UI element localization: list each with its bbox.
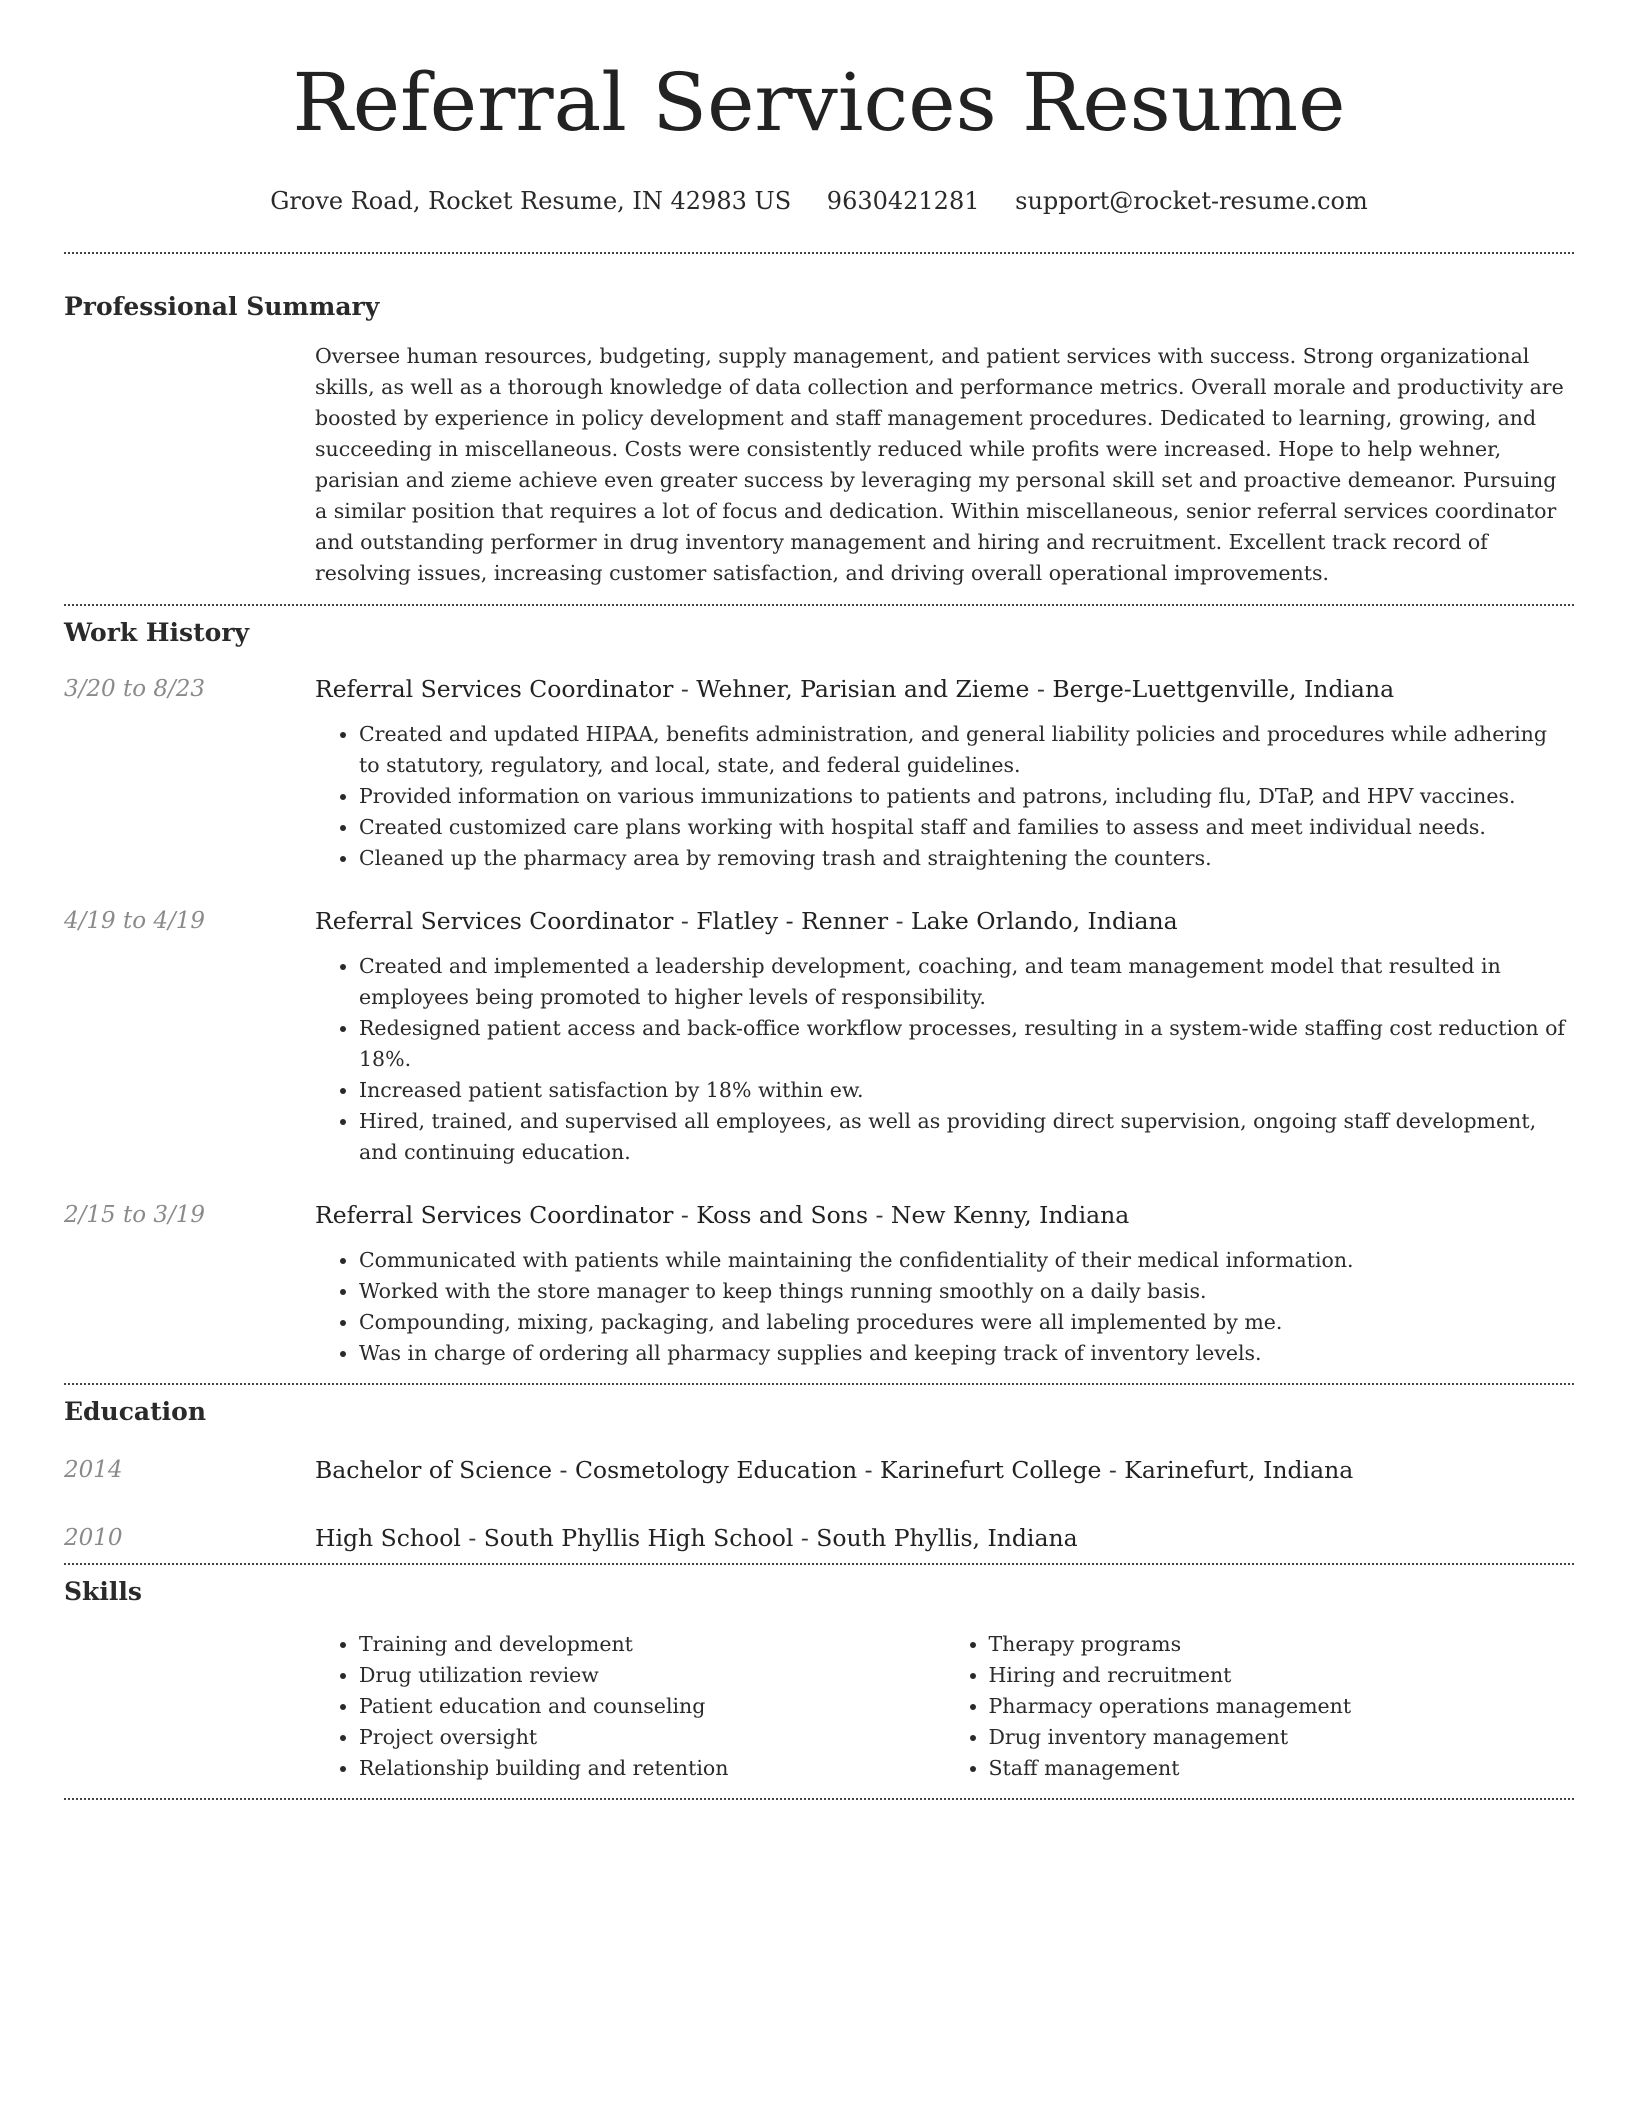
education-entry [64,1453,1574,1487]
skill-item: • Therapy programs [989,1629,1575,1660]
job-location: Lake Orlando, Indiana [911,907,1178,935]
education-location: South Phyllis, Indiana [816,1524,1078,1552]
job-bullet: • Communicated with patients while maintaining the confidentiality of their medical information. [359,1245,1574,1276]
job-title: Referral Services Coordinator [315,1201,674,1229]
job-bullet: • Increased patient satisfaction by 18% within ew. [359,1075,1574,1106]
education-year: 2014 [64,1457,123,1483]
work-section [64,616,1574,1369]
job-location: New Kenny, Indiana [890,1201,1130,1229]
contact-email: support@rocket-resume.com [1015,187,1368,215]
education-entry [64,1521,1574,1555]
skills-heading: Skills [64,1577,142,1606]
divider [64,252,1574,254]
skill-item: • Drug utilization review [359,1660,945,1691]
job-bullet: • Hired, trained, and supervised all employees, as well as providing direct supervision, ongoing staff development, and continuing education. [359,1106,1574,1168]
job-bullets [315,951,1574,1168]
skills-section [64,1575,1574,1784]
job-heading: Referral Services Coordinator - Koss and Sons - New Kenny, Indiana [315,1201,1130,1229]
education-section [64,1395,1574,1555]
job-company: Wehner, Parisian and Zieme [696,675,1030,703]
job-dates: 4/19 to 4/19 [64,908,206,934]
education-heading: Education [64,1397,207,1426]
skill-item: • Drug inventory management [989,1722,1575,1753]
divider [64,1383,1574,1385]
skills-list-left [315,1629,945,1784]
divider [64,1563,1574,1565]
job-bullet: • Worked with the store manager to keep things running smoothly on a daily basis. [359,1276,1574,1307]
job-dates: 3/20 to 8/23 [64,676,206,702]
job-entry [64,672,1574,874]
job-company: Flatley - Renner [696,907,889,935]
education-school: Karinefurt College [880,1456,1102,1484]
education-degree: High School [315,1524,461,1552]
work-heading: Work History [64,618,250,647]
skill-item: • Training and development [359,1629,945,1660]
education-heading-line: Bachelor of Science - Cosmetology Education - Karinefurt College - Karinefurt, Indiana [315,1456,1354,1484]
job-bullet: • Compounding, mixing, packaging, and labeling procedures were all implemented by me. [359,1307,1574,1338]
job-heading: Referral Services Coordinator - Flatley - Renner - Lake Orlando, Indiana [315,907,1178,935]
education-year: 2010 [64,1525,123,1551]
summary-heading: Professional Summary [64,292,380,321]
job-entry [64,904,1574,1168]
job-bullet: • Redesigned patient access and back-office workflow processes, resulting in a system-wide staffing cost reduction of 18%. [359,1013,1574,1075]
summary-text: Oversee human resources, budgeting, supply management, and patient services with success. Strong organizational skills, as well as a thorough knowledge of data collection and performance metrics. Overall morale and productivity are boosted by experience in policy development and staff management procedures. Dedicated to learning, growing, and succeeding in miscellaneous. Costs were consistently reduced while profits were increased. Hope to help wehner, parisian and zieme achieve even greater success by leveraging my personal skill set and proactive demeanor. Pursuing a similar position that requires a lot of focus and dedication. Within miscellaneous, senior referral services coordinator and outstanding performer in drug inventory management and hiring and recruitment. Excellent track record of resolving issues, increasing customer satisfaction, and driving overall operational improvements. [315,344,1564,585]
skills-list-right [945,1629,1575,1784]
contact-address: Grove Road, Rocket Resume, IN 42983 US [270,187,792,215]
job-bullets [315,1245,1574,1369]
education-heading-line: High School - South Phyllis High School - South Phyllis, Indiana [315,1524,1078,1552]
job-title: Referral Services Coordinator [315,907,674,935]
job-bullet: • Provided information on various immunizations to patients and patrons, including flu, DTaP, and HPV vaccines. [359,781,1574,812]
education-degree: Bachelor of Science [315,1456,553,1484]
job-bullet: • Created and updated HIPAA, benefits administration, and general liability policies and procedures while adhering to statutory, regulatory, and local, state, and federal guidelines. [359,719,1574,781]
resume-page [64,0,1574,1800]
job-company: Koss and Sons [696,1201,868,1229]
contact-phone: 9630421281 [826,187,980,215]
divider [64,1798,1574,1800]
resume-title: Referral Services Resume [292,56,1346,149]
education-location: Karinefurt, Indiana [1124,1456,1354,1484]
contact-line [64,184,1574,218]
job-heading: Referral Services Coordinator - Wehner, Parisian and Zieme - Berge-Luettgenville, Indiana [315,675,1395,703]
job-dates: 2/15 to 3/19 [64,1202,206,1228]
skill-item: • Hiring and recruitment [989,1660,1575,1691]
job-bullet: • Created customized care plans working with hospital staff and families to assess and meet individual needs. [359,812,1574,843]
job-bullet: • Created and implemented a leadership development, coaching, and team management model that resulted in employees being promoted to higher levels of responsibility. [359,951,1574,1013]
education-field: Cosmetology Education [574,1456,858,1484]
job-bullet: • Was in charge of ordering all pharmacy supplies and keeping track of inventory levels. [359,1338,1574,1369]
job-title: Referral Services Coordinator [315,675,674,703]
job-entry [64,1198,1574,1369]
job-bullet: • Cleaned up the pharmacy area by removing trash and straightening the counters. [359,843,1574,874]
divider [64,604,1574,606]
skill-item: • Staff management [989,1753,1575,1784]
job-bullets [315,719,1574,874]
job-location: Berge-Luettgenville, Indiana [1052,675,1395,703]
skill-item: • Pharmacy operations management [989,1691,1575,1722]
skill-item: • Patient education and counseling [359,1691,945,1722]
skill-item: • Project oversight [359,1722,945,1753]
summary-section [64,290,1574,589]
education-school: South Phyllis High School [483,1524,794,1552]
skill-item: • Relationship building and retention [359,1753,945,1784]
